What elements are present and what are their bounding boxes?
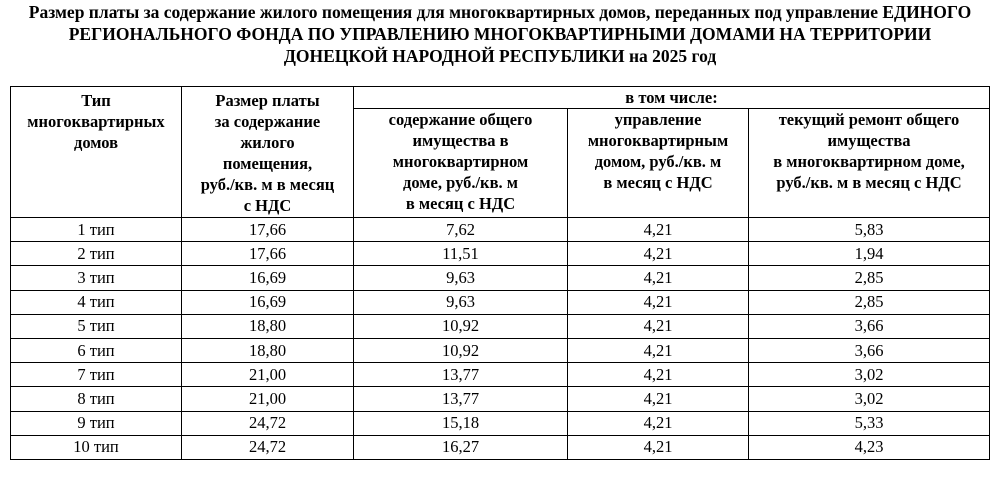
- table-body: [11, 218, 990, 460]
- header-management-line-3: домом, руб./кв. м: [594, 152, 722, 171]
- header-management-line-4: в месяц с НДС: [603, 173, 713, 192]
- cell-common-property: 7,62: [354, 218, 568, 242]
- cell-total-fee: 24,72: [182, 435, 354, 459]
- document-title: [8, 1, 992, 67]
- cell-total-fee: 16,69: [182, 266, 354, 290]
- cell-total-fee: 18,80: [182, 314, 354, 338]
- cell-current-repair: 3,66: [749, 338, 990, 362]
- cell-total-fee: 24,72: [182, 411, 354, 435]
- header-common-line-5: в месяц с НДС: [405, 194, 516, 213]
- header-total-fee-line-3: жилого: [240, 133, 295, 152]
- header-repair-line-1: текущий ремонт общего: [778, 110, 960, 129]
- table-row: [11, 411, 990, 435]
- cell-current-repair: 3,02: [749, 387, 990, 411]
- table-row: [11, 218, 990, 242]
- cell-current-repair: 5,83: [749, 218, 990, 242]
- title-line-3: ДОНЕЦКОЙ НАРОДНОЙ РЕСПУБЛИКИ на 2025 год: [283, 46, 717, 66]
- header-house-type-line-2: многоквартирных: [27, 112, 165, 131]
- table-row: [11, 435, 990, 459]
- header-common-line-2: имущества в: [412, 131, 509, 150]
- cell-total-fee: 16,69: [182, 290, 354, 314]
- cell-total-fee: 21,00: [182, 363, 354, 387]
- header-total-fee-line-4: помещения,: [222, 154, 313, 173]
- header-house-type-line-3: домов: [73, 133, 119, 152]
- header-common-line-3: многоквартирном: [392, 152, 529, 171]
- cell-house-type: 10 тип: [11, 435, 182, 459]
- cell-house-type: 8 тип: [11, 387, 182, 411]
- cell-common-property: 10,92: [354, 314, 568, 338]
- header-management-line-2: многоквартирным: [587, 131, 729, 150]
- header-common-line-4: доме, руб./кв. м: [403, 173, 518, 192]
- cell-common-property: 9,63: [354, 266, 568, 290]
- cell-management: 4,21: [568, 435, 749, 459]
- table-row: [11, 363, 990, 387]
- cell-current-repair: 2,85: [749, 266, 990, 290]
- tariff-table: [10, 86, 990, 460]
- cell-management: 4,21: [568, 387, 749, 411]
- cell-management: 4,21: [568, 314, 749, 338]
- header-total-fee-line-1: Размер платы: [215, 91, 320, 110]
- cell-common-property: 16,27: [354, 435, 568, 459]
- cell-common-property: 10,92: [354, 338, 568, 362]
- header-total-fee-line-5: руб./кв. м в месяц: [200, 175, 335, 194]
- cell-management: 4,21: [568, 266, 749, 290]
- header-repair-line-4: руб./кв. м в месяц с НДС: [776, 173, 962, 192]
- cell-management: 4,21: [568, 411, 749, 435]
- header-repair-line-2: имущества: [827, 131, 911, 150]
- header-row-1: [11, 87, 990, 109]
- table-row: [11, 242, 990, 266]
- cell-current-repair: 2,85: [749, 290, 990, 314]
- cell-current-repair: 4,23: [749, 435, 990, 459]
- table-row: [11, 290, 990, 314]
- cell-total-fee: 17,66: [182, 218, 354, 242]
- header-total-fee-line-6: с НДС: [243, 196, 292, 215]
- title-line-2: РЕГИОНАЛЬНОГО ФОНДА ПО УПРАВЛЕНИЮ МНОГОКВАРТИРНЫМИ ДОМАМИ НА ТЕРРИТОРИИ: [68, 24, 932, 44]
- header-management-line-1: управление: [614, 110, 702, 129]
- cell-common-property: 13,77: [354, 387, 568, 411]
- table-row: [11, 314, 990, 338]
- header-repair-line-3: в многоквартирном доме,: [773, 152, 965, 171]
- cell-current-repair: 3,02: [749, 363, 990, 387]
- cell-management: 4,21: [568, 218, 749, 242]
- cell-house-type: 6 тип: [11, 338, 182, 362]
- cell-common-property: 13,77: [354, 363, 568, 387]
- cell-current-repair: 3,66: [749, 314, 990, 338]
- table-row: [11, 338, 990, 362]
- cell-management: 4,21: [568, 363, 749, 387]
- header-total-fee: [182, 87, 354, 218]
- header-total-fee-line-2: за содержание: [214, 112, 321, 131]
- cell-house-type: 9 тип: [11, 411, 182, 435]
- header-common-line-1: содержание общего: [388, 110, 533, 129]
- cell-common-property: 11,51: [354, 242, 568, 266]
- header-house-type-line-1: Тип: [81, 91, 111, 110]
- cell-current-repair: 5,33: [749, 411, 990, 435]
- cell-current-repair: 1,94: [749, 242, 990, 266]
- cell-house-type: 2 тип: [11, 242, 182, 266]
- cell-house-type: 4 тип: [11, 290, 182, 314]
- cell-house-type: 5 тип: [11, 314, 182, 338]
- table-row: [11, 387, 990, 411]
- cell-common-property: 9,63: [354, 290, 568, 314]
- cell-house-type: 3 тип: [11, 266, 182, 290]
- cell-common-property: 15,18: [354, 411, 568, 435]
- header-including-group: в том числе:: [354, 87, 990, 109]
- cell-management: 4,21: [568, 242, 749, 266]
- cell-total-fee: 18,80: [182, 338, 354, 362]
- cell-total-fee: 17,66: [182, 242, 354, 266]
- table-header: [11, 87, 990, 218]
- header-house-type: [11, 87, 182, 218]
- cell-management: 4,21: [568, 290, 749, 314]
- title-line-1: Размер платы за содержание жилого помещения для многоквартирных домов, переданных под управление ЕДИНОГО: [28, 2, 972, 22]
- table-row: [11, 266, 990, 290]
- cell-house-type: 1 тип: [11, 218, 182, 242]
- header-common-property: [354, 109, 568, 218]
- header-current-repair: [749, 109, 990, 218]
- cell-management: 4,21: [568, 338, 749, 362]
- cell-total-fee: 21,00: [182, 387, 354, 411]
- header-management: [568, 109, 749, 218]
- cell-house-type: 7 тип: [11, 363, 182, 387]
